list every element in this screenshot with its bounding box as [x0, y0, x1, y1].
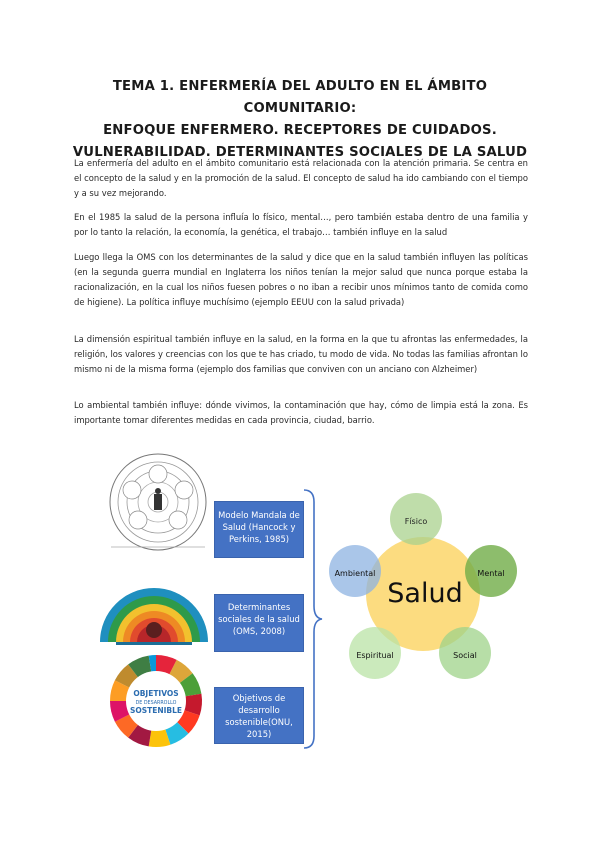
paragraph-ambiental: Lo ambiental también influye: dónde vivimos, la contaminación que hay, cómo de limpia está la zona. Es importante tomar diferentes medidas en cada provincia, ciudad, barrio. — [74, 400, 528, 425]
salud-label: Salud — [387, 578, 463, 609]
title-line-2: ENFOQUE ENFERMERO. RECEPTORES DE CUIDADOS. — [103, 123, 497, 138]
paragraph-1985: En el 1985 la salud de la persona influía lo físico, mental…, pero también estaba dentro de una familia y por lo tanto la relación, la economía, la genética, el trabajo… también influye en la salud — [74, 212, 528, 237]
ods-logo-line-2: DE DESARROLLO — [135, 701, 177, 706]
fisico-label: Físico — [404, 517, 428, 526]
ods-logo-line-1: OBJETIVOS — [133, 689, 179, 698]
document-title — [60, 76, 540, 164]
ambiental-label: Ambiental — [334, 569, 376, 578]
mental-label: Mental — [477, 569, 505, 578]
mandala-model-image — [105, 452, 211, 552]
social-label: Social — [453, 651, 477, 660]
model-box-determinantes: Determinantes sociales de la salud (OMS, 2008) — [214, 594, 304, 652]
model-box-mandala: Modelo Mandala de Salud (Hancock y Perkins, 1985) — [214, 501, 304, 558]
salud-diagram — [320, 480, 540, 680]
model-box-ods: Objetivos de desarrollo sostenible(ONU, 2015) — [214, 687, 304, 744]
paragraph-espiritual: La dimensión espiritual también influye en la salud, en la forma en la que tu afrontas las enfermedades, la religión, los valores y creencias con los que te has criado, tu modo de vida. No todas las familias afrontan lo mismo ni de la misma forma (ejemplo dos familias que conviven con un anciano con Alzheimer) — [74, 334, 528, 374]
ods-logo-image — [106, 651, 206, 751]
title-line-3: VULNERABILIDAD. DETERMINANTES SOCIALES DE LA SALUD — [72, 145, 528, 160]
ods-logo-line-3: SOSTENIBLE — [129, 706, 183, 715]
paragraph-oms: Luego llega la OMS con los determinantes de la salud y dice que en la salud también influyen las políticas (en la segunda guerra mundial en Inglaterra los niños tenían la mejor salud que nunca porque estaba la racionalización, en la cual los niños fuesen pobres o no iban a recibir unos mínimos tanto de comida como de higiene). La política influye muchísimo (ejemplo EEUU con la salud privada) — [74, 252, 528, 307]
espiritual-label: Espiritual — [356, 651, 394, 660]
paragraph-intro: La enfermería del adulto en el ámbito comunitario está relacionada con la atención primaria. Se centra en el concepto de la salud y en la promoción de la salud. El concepto de salud ha ido cambiando con el tiempo y a su vez mejorando. — [74, 158, 528, 198]
determinantes-sociales-image — [96, 556, 212, 646]
title-line-1: TEMA 1. ENFERMERÍA DEL ADULTO EN EL ÁMBITO COMUNITARIO: — [112, 79, 488, 116]
